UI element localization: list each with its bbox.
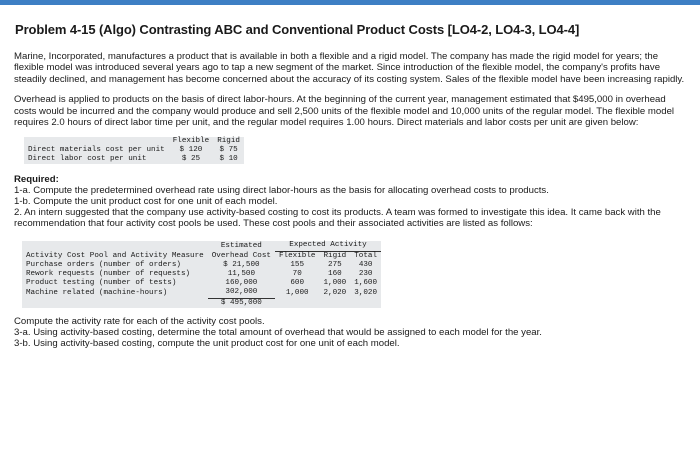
table-cell: Direct labor cost per unit [28, 155, 147, 164]
table-header-cell: Rigid [323, 251, 347, 260]
table-cell: Purchase orders (number of orders) [26, 260, 181, 269]
table-cell: 3,020 [354, 288, 378, 297]
table-header-cell: Expected Activity [275, 241, 381, 251]
table-cell: 70 [292, 270, 302, 279]
table-cell: 11,500 [227, 270, 256, 279]
table-row [22, 279, 381, 288]
table-cell: Direct materials cost per unit [28, 146, 165, 155]
table-row [22, 270, 381, 279]
requirement-item: Compute the activity rate for each of the activity cost pools. [14, 315, 265, 327]
required-heading: Required: [14, 174, 59, 186]
table-header-cell: Flexible [172, 137, 210, 146]
table-header-cell [24, 137, 169, 146]
table-cell: 155 [290, 260, 305, 269]
intro-paragraph: Marine, Incorporated, manufactures a product that is available in both a flexible and a rigid model. The company has made the rigid model for years; the flexible model was introduced several years ago to tap a new segment of the market. Since introduction of the flexible model, the company's profits have steadily declined, and management has become concerned about the accuracy of its costing system. Sales of the flexible model have been increasing rapidly. [14, 51, 685, 85]
table-cell: Product testing (number of tests) [26, 279, 177, 288]
table-cell: Machine related (machine-hours) [26, 288, 168, 297]
table-header-row [22, 241, 381, 251]
table-row [22, 288, 381, 298]
table-cell: 160 [328, 270, 342, 279]
overhead-paragraph: Overhead is applied to products on the basis of direct labor-hours. At the beginning of the current year, management estimated that $495,000 in overhead costs would be incurred and the company would produce and sell 2,500 units of the flexible model and 10,000 units of the regular model. The flexible model requires 2.0 hours of direct labor time per unit, and the regular model requires 1.00 hours. Direct materials and labor costs per unit are given below: [14, 94, 675, 129]
table-cell: 230 [358, 270, 373, 279]
table-header-cell: Flexible [278, 251, 316, 260]
table-row [22, 261, 381, 270]
table-cell: 2,020 [323, 288, 347, 297]
table-cell: 1,000 [285, 288, 309, 297]
table-header-cell: Activity Cost Pool and Activity Measure [26, 251, 204, 260]
table-cell: 275 [328, 260, 342, 269]
table-cell: Rework requests (number of requests) [26, 270, 191, 279]
table-header-row [24, 137, 244, 146]
problem-title: Problem 4-15 (Algo) Contrasting ABC and Conventional Product Costs [LO4-2, LO4-3, LO4-4] [15, 22, 580, 37]
table-cell: 1,000 [323, 279, 347, 288]
table-cell: 302,000 [225, 288, 258, 297]
table-row [24, 146, 244, 155]
problem-page [14, 22, 686, 349]
requirement-item: 2. An intern suggested that the company use activity-based costing to cost its products. A team was formed to investigate this idea. It came back with the recommendation that four activity cost pools be used. These cost pools and their associated activities are listed as follows: [14, 207, 661, 230]
activity-cost-table [22, 241, 381, 307]
table-cell: 1,600 [354, 279, 378, 288]
table-header-cell: Estimated [220, 241, 262, 250]
table-cell: $ 120 [179, 146, 203, 155]
table-cell: $ 25 [181, 155, 201, 164]
table-header-row [22, 251, 381, 261]
requirement-item: 1-b. Compute the unit product cost for one unit of each model. [14, 196, 278, 208]
table-cell: $ 21,500 [223, 260, 260, 269]
table-cell: 160,000 [225, 279, 258, 288]
requirement-item: 3-a. Using activity-based costing, determine the total amount of overhead that would be assigned to each model for the year. [14, 326, 542, 338]
table-row [24, 155, 244, 164]
top-accent-bar [0, 0, 700, 5]
requirement-item: 3-b. Using activity-based costing, compute the unit product cost for one unit of each model. [14, 337, 400, 349]
table-header-cell: Overhead Cost [211, 251, 271, 260]
requirement-item: 1-a. Compute the predetermined overhead rate using direct labor-hours as the basis for allocating overhead costs to products. [14, 185, 549, 197]
table-cell: 430 [358, 260, 373, 269]
table-total-row [22, 298, 381, 308]
table-cell: $ 10 [219, 155, 238, 164]
overhead-total: $ 495,000 [208, 298, 275, 308]
table-header-cell: Total [354, 251, 378, 260]
unit-cost-table [24, 137, 244, 164]
table-cell: $ 75 [219, 146, 238, 155]
required-section [14, 174, 686, 229]
table-header-cell: Rigid [217, 137, 240, 146]
remaining-requirements [14, 316, 686, 349]
table-cell: 600 [290, 279, 305, 288]
